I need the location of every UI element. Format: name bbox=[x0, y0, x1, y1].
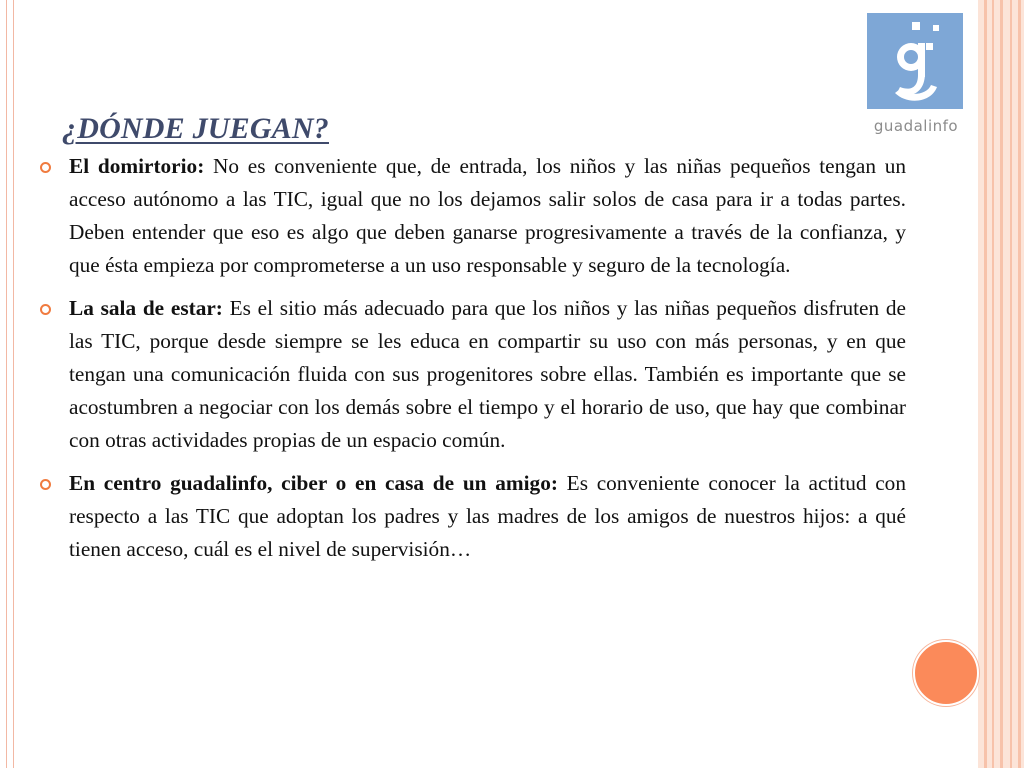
bullet-lead: La sala de estar: bbox=[69, 296, 223, 320]
guadalinfo-g-icon bbox=[867, 13, 963, 109]
bullet-lead: En centro guadalinfo, ciber o en casa de un amigo: bbox=[69, 471, 558, 495]
guadalinfo-logo bbox=[867, 13, 963, 109]
bullet-text: Es el sitio más adecuado para que los niños y las niñas pequeños disfruten de las TIC, porque desde siempre se les educa en compartir su uso con más personas, y en que tengan una comunicación fluida con sus progenitores sobre ellas. También es importante que se acostumbren a negociar con los demás sobre el tiempo y el horario de uso, que hay que combinar con otras actividades propias de un espacio común. bbox=[69, 296, 906, 452]
bullet-item bbox=[40, 292, 906, 457]
bullet-text: No es conveniente que, de entrada, los niños y las niñas pequeños tengan un acceso autónomo a las TIC, igual que no los dejamos salir solos de casa para ir a todas partes. Deben entender que eso es algo que deben ganarse progresivamente a través de la confianza, y que ésta empieza por comprometerse a un uso responsable y seguro de la tecnología. bbox=[69, 154, 907, 277]
bullet-item bbox=[40, 150, 906, 282]
right-frame-stripes bbox=[978, 0, 1024, 768]
left-frame-border bbox=[6, 0, 14, 768]
decorative-orange-circle bbox=[913, 640, 979, 706]
bullet-circle-icon bbox=[40, 479, 51, 490]
slide-title: ¿DÓNDE JUEGAN? bbox=[62, 112, 329, 145]
bullet-circle-icon bbox=[40, 304, 51, 315]
bullet-text: Es conveniente conocer la actitud con respecto a las TIC que adoptan los padres y las madres de los amigos de nuestros hijos: a qué tienen acceso, cuál es el nivel de supervisión… bbox=[69, 471, 906, 561]
guadalinfo-logo-text: guadalinfo bbox=[873, 117, 959, 135]
bullet-list bbox=[40, 150, 906, 576]
bullet-item bbox=[40, 467, 906, 566]
bullet-lead: El domirtorio: bbox=[69, 154, 205, 178]
bullet-circle-icon bbox=[40, 162, 51, 173]
